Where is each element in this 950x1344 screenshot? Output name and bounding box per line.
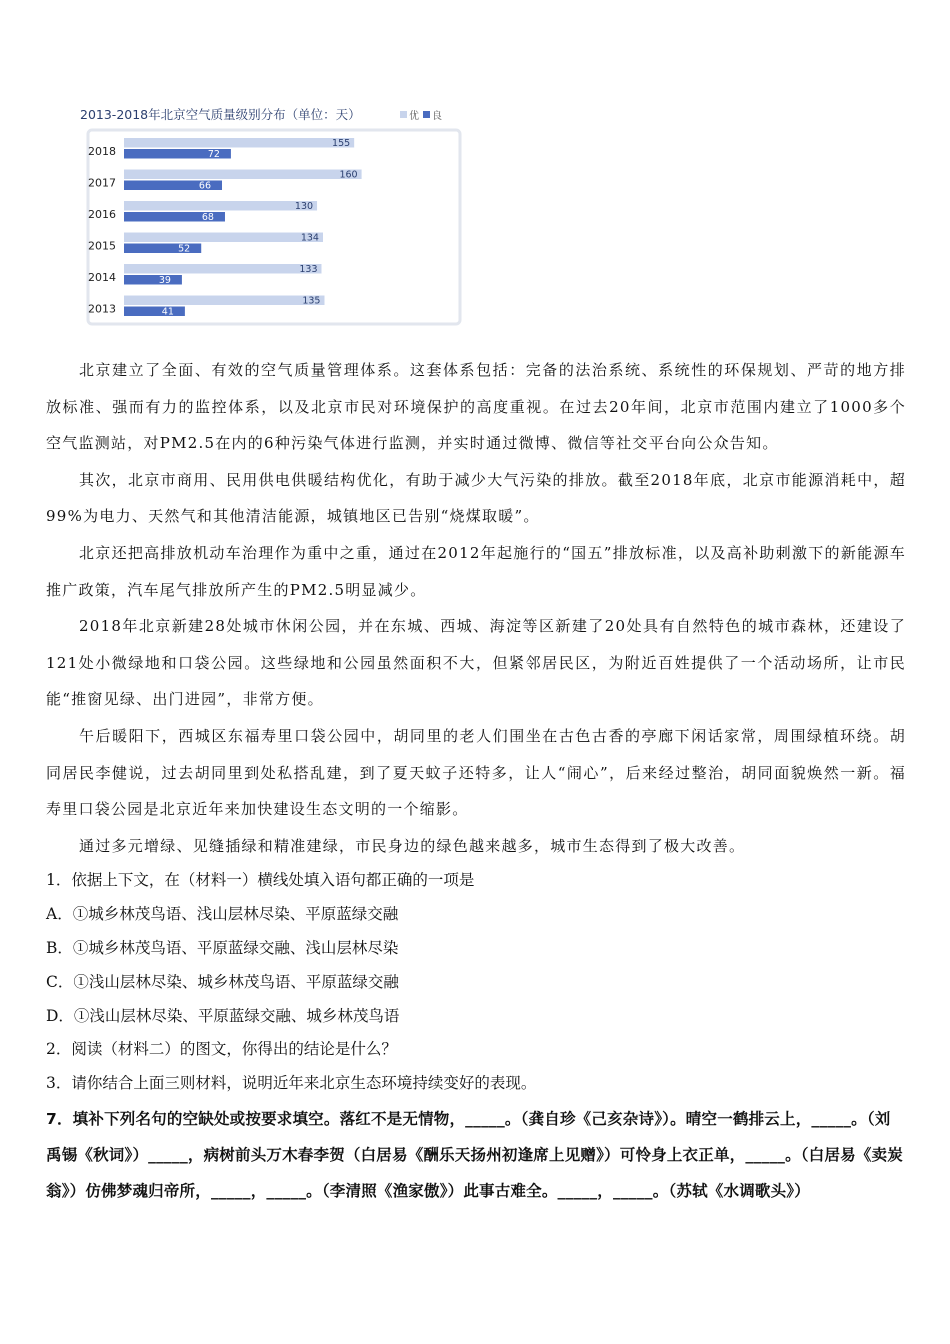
year-label: 2018 xyxy=(88,145,116,158)
bar-excellent xyxy=(124,233,323,243)
value-label-excellent: 134 xyxy=(300,232,319,244)
bar-good xyxy=(124,275,182,285)
option-b: B．①城乡林茂鸟语、平原蓝绿交融、浅山层林尽染 xyxy=(46,938,399,957)
question-2: 2．阅读（材料二）的图文，你得出的结论是什么？ xyxy=(46,1040,397,1059)
value-label-good: 52 xyxy=(178,243,191,255)
year-label: 2015 xyxy=(88,239,116,253)
bar-excellent xyxy=(124,264,322,274)
value-label-good: 68 xyxy=(201,212,214,223)
paragraph: 午后暖阳下，西城区东福寿里口袋公园中，胡同里的老人们围坐在古色古香的亭廊下闲话家常，周围绿植环绕。胡同居民李健说，过去胡同里到处私搭乱建，到了夏天蚊子还特多，让人“闹心”，后来经过整治，胡同面貌焕然一新。福寿里口袋公园是北京近年来加快建设生态文明的一个缩影。 xyxy=(46,726,906,819)
option-d: D．①浅山层林尽染、平原蓝绿交融、城乡林茂鸟语 xyxy=(46,1006,400,1025)
paragraph: 通过多元增绿、见缝插绿和精准建绿，市民身边的绿色越来越多，城市生态得到了极大改善。 xyxy=(79,836,746,855)
legend-label-good: 良 xyxy=(432,111,442,122)
question-7: 7．填补下列名句的空缺处或按要求填空。落红不是无情物，_____。（龚自珍《己亥杂诗》）。晴空一鹤排云上，_____。（刘禹锡《秋词》）_____，病树前头万木春李贺（白居易《酬乐天扬州初逢席上见赠》）可怜身上衣正单，_____。（白居易《卖炭翁》）仿佛梦魂归帝所，_____，_____。（李清照《渔家傲》）此事古难全。_____，_____。（苏轼《水调歌头》） xyxy=(46,1109,903,1200)
paragraph: 2018年北京新建28处城市休闲公园，并在东城、西城、海淀等区新建了20处具有自然特色的城市森林，还建设了121处小微绿地和口袋公园。这些绿地和公园虽然面积不大，但紧邻居民区，为附近百姓提供了一个活动场所，让市民能“推窗见绿、出门进园”，非常方便。 xyxy=(46,617,906,709)
bar-excellent xyxy=(124,296,324,306)
bar-excellent xyxy=(124,201,317,211)
value-label-excellent: 130 xyxy=(294,201,314,212)
value-label-excellent: 135 xyxy=(302,295,321,307)
air-quality-chart xyxy=(78,100,468,332)
legend-swatch-excellent xyxy=(400,111,407,118)
chart-panel xyxy=(88,130,460,324)
paragraph: 其次，北京市商用、民用供电供暖结构优化，有助于减少大气污染的排放。截至2018年底，北京市能源消耗中，超99%为电力、天然气和其他清洁能源，城镇地区已告别“烧煤取暖”。 xyxy=(46,470,906,526)
legend-label-excellent: 优 xyxy=(409,111,419,122)
article-body xyxy=(46,352,906,1209)
bar-good xyxy=(124,307,185,317)
value-label-good: 41 xyxy=(161,306,174,318)
year-label: 2014 xyxy=(88,271,116,284)
option-c: C．①浅山层林尽染、城乡林茂鸟语、平原蓝绿交融 xyxy=(46,972,399,991)
value-label-excellent: 160 xyxy=(339,169,358,181)
bar-excellent xyxy=(124,170,362,180)
chart-title: 2013-2018年北京空气质量级别分布（单位：天） xyxy=(80,107,361,122)
bar-excellent xyxy=(124,138,354,148)
legend-swatch-good xyxy=(423,111,430,118)
year-label: 2016 xyxy=(88,208,116,221)
value-label-good: 72 xyxy=(207,149,220,160)
value-label-good: 39 xyxy=(158,275,171,286)
question-3: 3．请你结合上面三则材料，说明近年来北京生态环境持续变好的表现。 xyxy=(46,1074,537,1093)
value-label-excellent: 155 xyxy=(332,138,351,149)
year-label: 2017 xyxy=(88,176,116,190)
paragraph: 北京还把高排放机动车治理作为重中之重，通过在2012年起施行的“国五”排放标准，以及高补助刺激下的新能源车推广政策，汽车尾气排放所产生的PM2.5明显减少。 xyxy=(46,543,906,599)
question-1: 1．依据上下文，在（材料一）横线处填入语句都正确的一项是 xyxy=(46,871,475,890)
year-label: 2013 xyxy=(88,302,116,316)
option-a: A．①城乡林茂鸟语、浅山层林尽染、平原蓝绿交融 xyxy=(46,905,399,924)
value-label-good: 66 xyxy=(198,180,212,192)
paragraph: 北京建立了全面、有效的空气质量管理体系。这套体系包括：完备的法治系统、系统性的环保规划、严苛的地方排放标准、强而有力的监控体系，以及北京市民对环境保护的高度重视。在过去20年间，北京市范围内建立了1000多个空气监测站，对PM2.5在内的6种污染气体进行监测，并实时通过微博、微信等社交平台向公众告知。 xyxy=(46,361,906,453)
value-label-excellent: 133 xyxy=(299,264,318,275)
